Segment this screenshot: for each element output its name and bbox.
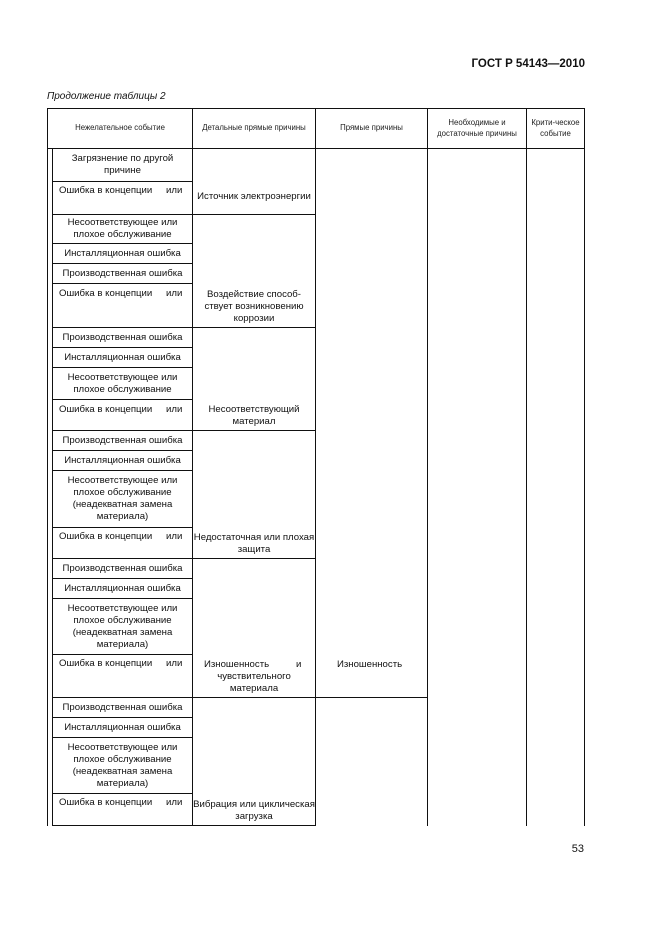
event-cell: Несоответствующее или плохое обслуживание (неадекватная замена материала) [67, 475, 178, 522]
column-header-direct-causes: Прямые причины [340, 123, 403, 133]
detailed-cause: Изношенность [204, 659, 270, 670]
event-cell: Несоответствующее или плохое обслуживание (неадекватная замена материала) [67, 602, 178, 650]
event-cell: Инсталляционная ошибка [64, 721, 181, 733]
or-connector: или [166, 288, 183, 299]
event-cell: Инсталляционная ошибка [64, 351, 181, 363]
or-connector: или [166, 797, 183, 808]
detailed-cause: Источник электроэнергии [197, 191, 311, 202]
detailed-cause: чувствительного материала [217, 671, 291, 694]
column-header-detailed-causes: Детальные прямые причины [202, 123, 306, 133]
event-cell: Производственная ошибка [62, 562, 183, 574]
event-cell: Производственная ошибка [62, 331, 183, 343]
event-cell: Ошибка в концепции [59, 531, 153, 542]
page-number: 53 [571, 843, 584, 855]
event-cell: Загрязнение по другой причине [71, 153, 174, 176]
detailed-cause: Воздействие способ-ствует возникновению коррозии [204, 289, 304, 324]
or-connector: или [166, 185, 183, 196]
column-header-undesired-event: Нежелательное событие [75, 123, 165, 133]
event-cell: Инсталляционная ошибка [64, 454, 181, 466]
or-connector: или [166, 658, 183, 669]
event-cell: Производственная ошибка [62, 267, 183, 279]
event-cell: Несоответствующее или плохое обслуживание [67, 371, 178, 395]
event-cell: Несоответствующее или плохое обслуживание (неадекватная замена материала) [67, 741, 178, 789]
or-connector: или [166, 531, 183, 542]
event-cell: Ошибка в концепции [59, 797, 153, 808]
direct-cause: Изношенность [337, 659, 403, 670]
detailed-cause: Несоответствующий материал [208, 404, 300, 427]
event-cell: Производственная ошибка [62, 701, 183, 713]
column-header-necessary-causes: Необходимые и достаточные причины [437, 118, 517, 138]
detailed-cause: Вибрация или циклическая загрузка [193, 798, 315, 822]
event-cell: Ошибка в концепции [59, 185, 153, 196]
event-cell: Инсталляционная ошибка [64, 582, 181, 594]
table-caption: Продолжение таблицы 2 [47, 91, 166, 102]
and-connector: и [296, 659, 302, 670]
event-cell: Инсталляционная ошибка [64, 247, 181, 259]
event-cell: Ошибка в концепции [59, 404, 153, 415]
or-connector: или [166, 404, 183, 415]
column-header-critical-event: Крити-ческое событие [531, 118, 580, 138]
event-cell: Производственная ошибка [62, 434, 183, 446]
event-cell: Ошибка в концепции [59, 288, 153, 299]
detailed-cause: Недостаточная или плохая защита [193, 531, 315, 555]
event-cell: Несоответствующее или плохое обслуживание [67, 217, 178, 240]
event-cell: Ошибка в концепции [59, 658, 153, 669]
document-code: ГОСТ Р 54143—2010 [471, 58, 585, 70]
